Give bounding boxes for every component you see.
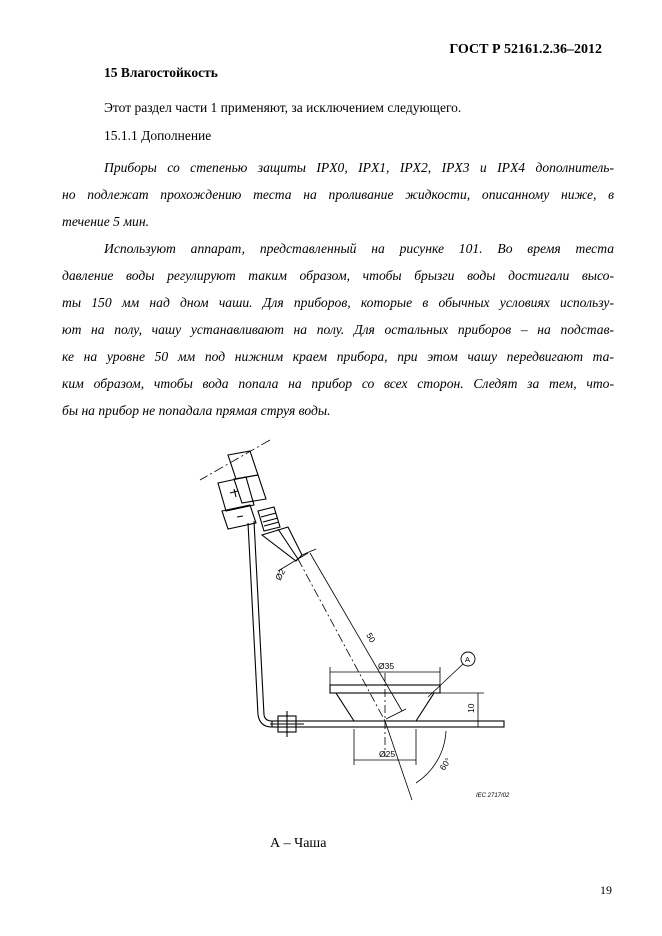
text-line: течение 5 мин. bbox=[62, 214, 149, 229]
text-line: ке на уровне 50 мм под нижним краем прибора, при этом чашу передвигают та- bbox=[62, 349, 614, 364]
clause-heading: 15.1.1 Дополнение bbox=[104, 128, 212, 143]
text-line: но подлежат прохождению теста на проливание жидкости, описанному ниже, в bbox=[62, 187, 614, 202]
text-line: давление воды регулируют таким образом, чтобы брызги воды достигали высо- bbox=[62, 268, 614, 283]
figure-caption: А – Чаша bbox=[270, 836, 327, 851]
height-label: 10 bbox=[466, 703, 476, 713]
length-label: 50 bbox=[364, 631, 378, 645]
bowl-top-diameter-label: Ø35 bbox=[378, 661, 395, 671]
paragraph-protection bbox=[62, 154, 614, 235]
page-number: 19 bbox=[600, 883, 612, 897]
intro-paragraph: Этот раздел части 1 применяют, за исключением следующего. bbox=[104, 100, 462, 115]
text-line: ты 150 мм над дном чаши. Для приборов, которые в обычных условиях использу- bbox=[62, 295, 614, 310]
text-line: Используют аппарат, представленный на рисунке 101. Во время теста bbox=[104, 241, 614, 256]
text-line: Приборы со степенью защиты IPX0, IPX1, IPX2, IPX3 и IPX4 дополнитель- bbox=[104, 160, 614, 175]
nozzle-diameter-label: Ø2 bbox=[273, 567, 288, 582]
text-line: ют на полу, чашу устанавливают на полу. Для остальных приборов – на подстав- bbox=[62, 322, 614, 337]
angle-label: 60° bbox=[437, 755, 454, 773]
text-line: бы на прибор не попадала прямая струя воды. bbox=[62, 403, 331, 418]
spray-apparatus-figure bbox=[150, 435, 530, 805]
callout-label: A bbox=[465, 655, 471, 664]
paragraph-apparatus bbox=[62, 235, 614, 424]
document-header: ГОСТ Р 52161.2.36–2012 bbox=[449, 42, 602, 57]
iec-reference: IEC 2717/02 bbox=[476, 793, 510, 799]
bowl-bottom-diameter-label: Ø25 bbox=[379, 749, 396, 759]
section-title: 15 Влагостойкость bbox=[104, 65, 218, 80]
text-line: ким образом, чтобы вода попала на прибор со всех сторон. Следят за тем, что- bbox=[62, 376, 614, 391]
